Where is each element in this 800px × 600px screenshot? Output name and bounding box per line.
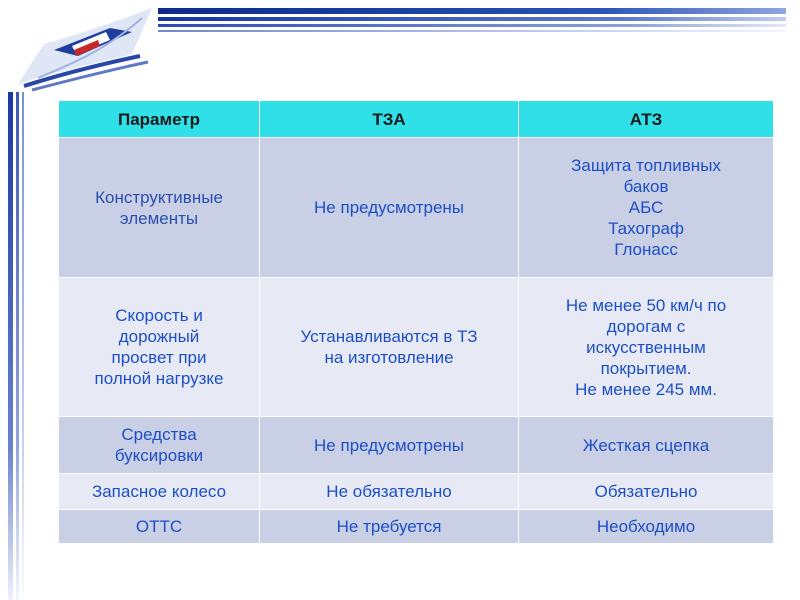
tza-cell — [260, 474, 519, 510]
table-row — [59, 510, 774, 544]
cell-line: Не предусмотрены — [314, 435, 465, 455]
cell-line: Конструктивные — [95, 187, 223, 207]
param-cell — [59, 510, 260, 544]
cell-line: Не менее 245 мм. — [575, 379, 717, 399]
side-stripe — [22, 92, 24, 600]
cell-line: Глонасс — [614, 240, 678, 259]
header-stripe — [158, 24, 786, 27]
table-row — [59, 138, 774, 278]
cell-line: Не предусмотрены — [314, 198, 465, 217]
header-cell-parameter: Параметр — [59, 101, 260, 138]
cell-line: дорогам с — [606, 316, 686, 336]
table-row — [59, 278, 774, 417]
cell-line: Скорость и — [115, 306, 203, 325]
cell-line: Тахограф — [608, 219, 684, 238]
header-stripe — [158, 8, 786, 14]
cell-line: Не обязательно — [326, 482, 452, 501]
atz-cell — [519, 417, 774, 474]
book-flag-logo — [14, 2, 164, 94]
cell-line: АБС — [628, 198, 664, 217]
cell-line: Устанавливаются в ТЗ — [300, 327, 478, 346]
header-stripe — [158, 30, 786, 32]
header-stripe — [158, 17, 786, 21]
param-cell — [59, 417, 260, 474]
atz-cell — [519, 510, 774, 544]
table-header-row — [59, 101, 774, 138]
cell-line: на изготовление — [324, 348, 454, 367]
cell-line: Запасное колесо — [91, 482, 227, 501]
cell-line: баков — [623, 177, 669, 196]
param-cell — [59, 474, 260, 510]
atz-cell — [519, 474, 774, 510]
cell-line: полной нагрузке — [94, 369, 224, 388]
header-cell-tza: ТЗА — [260, 101, 519, 138]
header-cell-atz: АТЗ — [519, 101, 774, 138]
atz-cell — [519, 138, 774, 278]
cell-line: Необходимо — [596, 517, 696, 536]
tza-cell — [260, 510, 519, 544]
cell-line: Средства — [121, 425, 197, 444]
tza-cell — [260, 417, 519, 474]
cell-line: искусственным — [586, 337, 706, 357]
cell-line: Не менее 50 км/ч по — [565, 295, 727, 315]
table-row — [59, 417, 774, 474]
cell-line: Защита топливных — [571, 156, 721, 175]
cell-line: Жесткая сцепка — [582, 435, 710, 455]
comparison-table — [58, 100, 774, 544]
side-stripe — [8, 92, 13, 600]
side-stripe — [16, 92, 19, 600]
param-cell — [59, 138, 260, 278]
cell-line: дорожный — [118, 327, 200, 346]
cell-line: элементы — [119, 208, 199, 228]
cell-line: покрытием. — [600, 358, 692, 378]
param-cell — [59, 278, 260, 417]
cell-line: буксировки — [114, 446, 204, 465]
tza-cell — [260, 138, 519, 278]
atz-cell — [519, 278, 774, 417]
table-row — [59, 474, 774, 510]
cell-line: ОТТС — [135, 517, 183, 536]
cell-line: Не требуется — [336, 517, 442, 536]
tza-cell — [260, 278, 519, 417]
cell-line: просвет при — [111, 348, 207, 367]
cell-line: Обязательно — [594, 482, 698, 501]
